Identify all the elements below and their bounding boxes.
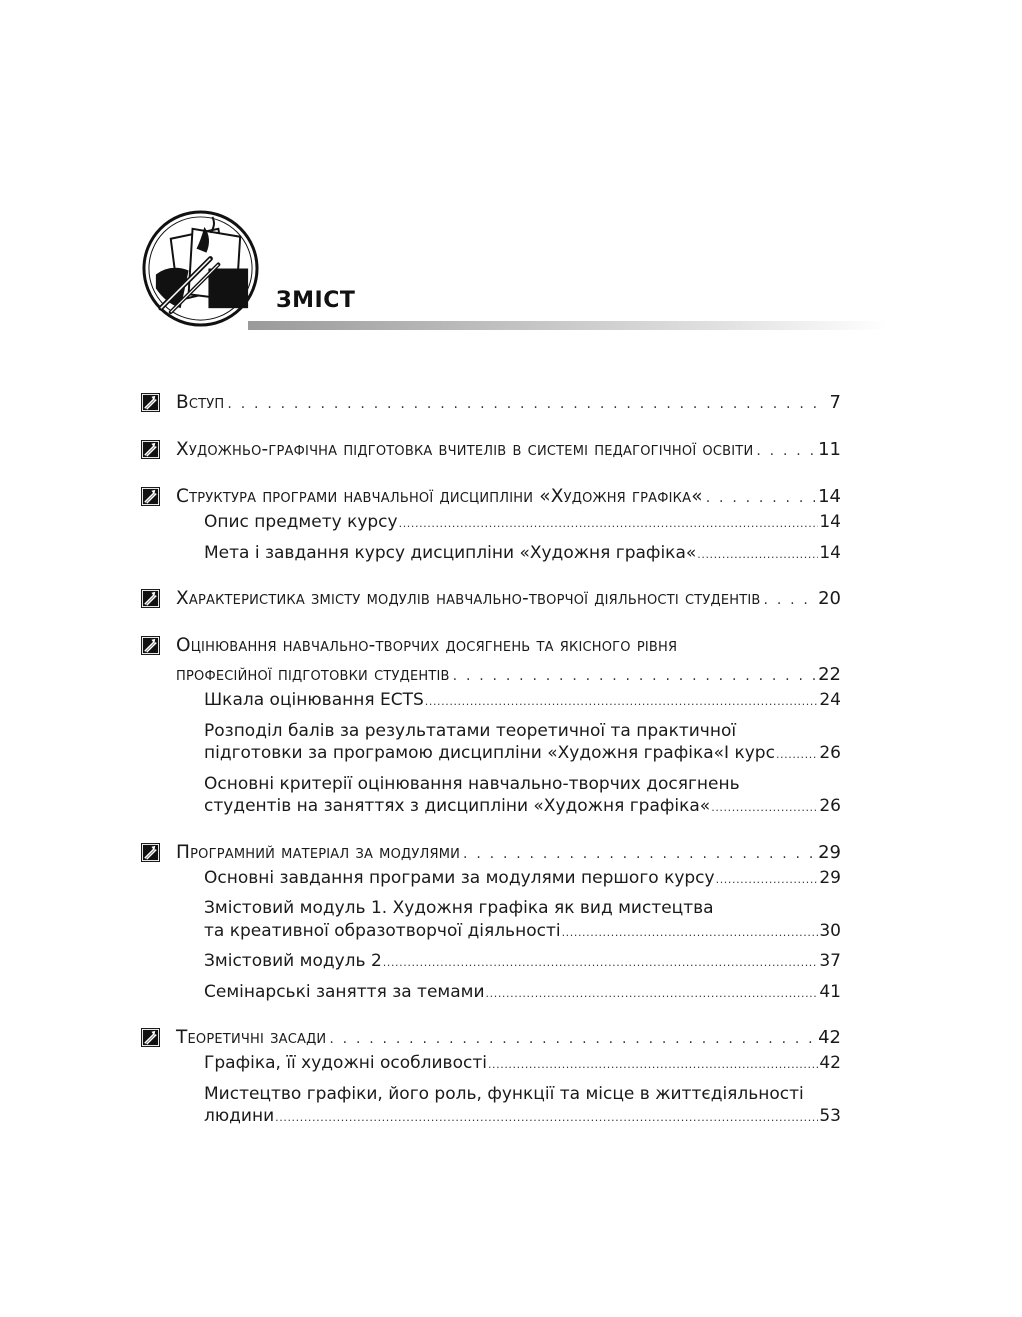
bullet-icon (141, 1028, 160, 1047)
toc-entry-page[interactable]: 11 (818, 439, 841, 460)
toc-subentry (176, 867, 841, 892)
toc-subentry-page[interactable]: 14 (819, 512, 841, 532)
dot-leader (711, 797, 818, 820)
dot-leader (486, 983, 819, 1006)
toc-subentry-page[interactable]: 24 (819, 690, 841, 710)
dot-leader (716, 869, 819, 892)
dot-leader (488, 1054, 818, 1077)
toc-entry-page[interactable]: 29 (818, 841, 841, 863)
dot-leader (399, 513, 819, 536)
toc-entry (141, 838, 841, 1006)
toc-entry (141, 435, 841, 464)
toc-subentry-title[interactable]: людини (204, 1106, 275, 1126)
toc-subentry-page[interactable]: 14 (819, 542, 841, 563)
toc-subentry-page[interactable]: 41 (819, 981, 841, 1002)
dot-leader (706, 490, 815, 506)
dot-leader (463, 846, 815, 862)
bullet-icon (141, 843, 160, 862)
toc-subentry-page[interactable]: 42 (819, 1053, 841, 1073)
toc-subentry-page[interactable]: 29 (819, 867, 841, 888)
bullet-icon (141, 440, 160, 459)
toc-entry-page[interactable]: 42 (818, 1027, 841, 1048)
dot-leader (756, 443, 815, 459)
emblem-logo-icon (141, 209, 260, 328)
toc-subentry-title-line1[interactable]: Основні критерії оцінювання навчально-творчих досягнень (204, 773, 740, 794)
toc-entry-page[interactable]: 22 (818, 664, 841, 685)
toc-entry-title-line1[interactable]: Оцінювання навчально-творчих досягнень та якісного рівня (176, 635, 678, 656)
toc-subentry-title[interactable]: підготовки за програмою дисципліни «Художня графіка«І курс (204, 743, 775, 763)
toc-entry-title[interactable]: Характеристика змісту модулів навчально-творчої діяльності студентів (176, 588, 761, 609)
table-of-contents (141, 388, 841, 1130)
toc-subentry-title[interactable]: Опис предмету курсу (204, 512, 398, 532)
toc-subentry-title-line1[interactable]: Мистецтво графіки, його роль, функції та місце в життєдіяльності (204, 1083, 804, 1104)
toc-subentry (176, 542, 841, 567)
dot-leader (425, 691, 819, 714)
bullet-icon (141, 636, 160, 655)
toc-subentry-title[interactable]: Основні завдання програми за модулями першого курсу (204, 867, 715, 888)
toc-entry (141, 482, 841, 566)
toc-entry (141, 631, 841, 820)
toc-subentry (176, 897, 841, 944)
toc-entry-page[interactable]: 20 (818, 588, 841, 609)
toc-subentry-title[interactable]: Мета і завдання курсу дисципліни «Художня графіка« (204, 542, 697, 563)
bullet-icon (141, 393, 160, 412)
toc-subentry-title[interactable]: Шкала оцінювання ECTS (204, 690, 424, 710)
dot-leader (383, 952, 819, 975)
page-title: ЗМІСТ (276, 288, 356, 313)
toc-entry-page[interactable]: 7 (829, 392, 841, 413)
toc-entry-page[interactable]: 14 (818, 486, 841, 507)
toc-entry-title[interactable]: Програмний матеріал за модулями (176, 841, 461, 863)
title-underline-bar (248, 321, 888, 330)
dot-leader (275, 1107, 818, 1130)
toc-entry-title[interactable]: Художньо-графічна підготовка вчителів в системі педагогічної освіти (176, 439, 754, 460)
dot-leader (329, 1031, 815, 1047)
toc-subentry (176, 511, 841, 536)
dot-leader (764, 592, 816, 608)
toc-subentry-title-line1[interactable]: Розподіл балів за результатами теоретичної та практичної (204, 720, 737, 741)
toc-subentry (176, 720, 841, 767)
bullet-icon (141, 589, 160, 608)
toc-entry-title[interactable]: Вступ (176, 392, 225, 413)
dot-leader (453, 668, 815, 684)
toc-subentry (176, 950, 841, 975)
toc-subentry-title[interactable]: та креативної образотворчої діяльності (204, 920, 561, 941)
toc-entry-title[interactable]: Теоретичні засади (176, 1027, 327, 1048)
dot-leader (562, 922, 819, 945)
toc-entry-title[interactable]: Структура програми навчальної дисципліни «Художня графіка« (176, 486, 703, 507)
toc-entry-title[interactable]: професійної підготовки студентів (176, 664, 450, 685)
toc-subentry (176, 1083, 841, 1130)
dot-leader (697, 544, 818, 567)
toc-subentry (176, 773, 841, 820)
toc-subentry-page[interactable]: 53 (819, 1106, 841, 1126)
toc-subentry-title[interactable]: Графіка, її художні особливості (204, 1053, 487, 1073)
bullet-icon (141, 487, 160, 506)
toc-subentry-page[interactable]: 26 (819, 796, 841, 816)
dot-leader (227, 396, 826, 412)
toc-subentry (176, 981, 841, 1006)
toc-subentry-page[interactable]: 30 (819, 920, 841, 941)
toc-subentry-title[interactable]: Змістовий модуль 2 (204, 951, 382, 971)
toc-entry (141, 1023, 841, 1130)
toc-subentry-title[interactable]: Семінарські заняття за темами (204, 981, 485, 1002)
toc-entry (141, 584, 841, 613)
toc-subentry-title-line1[interactable]: Змістовий модуль 1. Художня графіка як вид мистецтва (204, 898, 714, 918)
toc-subentry-page[interactable]: 37 (819, 951, 841, 971)
toc-subentry-page[interactable]: 26 (819, 743, 841, 763)
toc-subentry (176, 689, 841, 714)
dot-leader (776, 744, 818, 767)
toc-entry (141, 388, 841, 417)
toc-subentry (176, 1052, 841, 1077)
toc-subentry-title[interactable]: студентів на заняттях з дисципліни «Художня графіка« (204, 796, 711, 816)
